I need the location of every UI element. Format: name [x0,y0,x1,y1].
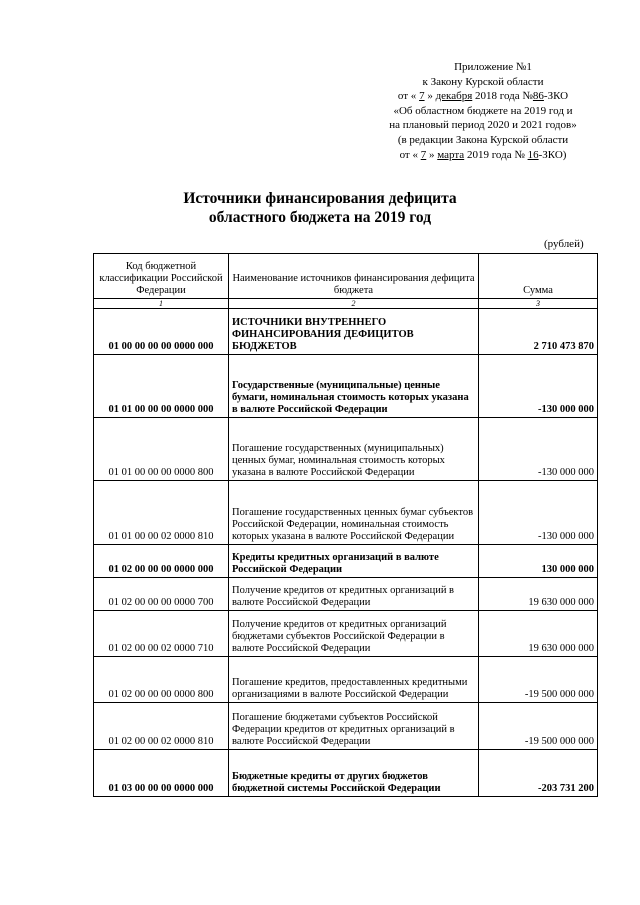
row-name: ИСТОЧНИКИ ВНУТРЕННЕГО ФИНАНСИРОВАНИЯ ДЕФИЦИТОВ БЮДЖЕТОВ [229,309,479,355]
row-code: 01 02 00 00 00 0000 800 [94,657,229,703]
row-name: Погашение кредитов, предоставленных кредитными организациями в валюте Российской Федерации [229,657,479,703]
table-row [94,418,598,481]
row-code: 01 03 00 00 00 0000 000 [94,750,229,797]
unit-label: (рублей) [544,238,584,250]
row-amount: -130 000 000 [479,418,598,481]
row-amount: -19 500 000 000 [479,657,598,703]
column-number-3: 3 [479,299,598,309]
revision-day: 7 [420,148,427,161]
row-code: 01 02 00 00 00 0000 700 [94,578,229,611]
appendix-header [338,60,628,162]
financing-sources-table [93,253,598,797]
row-name: Бюджетные кредиты от других бюджетов бюджетной системы Российской Федерации [229,750,479,797]
table-row [94,657,598,703]
table-row [94,355,598,418]
table-row [94,611,598,657]
revision-number: 16 [527,148,539,161]
row-code: 01 00 00 00 00 0000 000 [94,309,229,355]
law-title-line1: «Об областном бюджете на 2019 год и [393,104,573,117]
law-day: 7 [419,90,425,103]
header-amount: Сумма [479,254,598,299]
row-name: Государственные (муниципальные) ценные бумаги, номинальная стоимость которых указана в валюте Российской Федерации [229,355,479,418]
row-amount: 19 630 000 000 [479,611,598,657]
table-row [94,309,598,355]
column-number-1: 1 [94,299,229,309]
law-date-line: от « 7 » декабря 2018 года №86-ЗКО [397,90,569,103]
revision-date-line: от « 7 » марта 2019 года № 16-ЗКО) [399,148,567,161]
header-name: Наименование источников финансирования дефицита бюджета [229,254,479,299]
row-name: Получение кредитов от кредитных организаций бюджетами субъектов Российской Федерации в валюте Российской Федерации [229,611,479,657]
row-name: Погашение государственных (муниципальных) ценных бумаг, номинальная стоимость которых указана в валюте Российской Федерации [229,418,479,481]
row-code: 01 01 00 00 00 0000 000 [94,355,229,418]
table-row [94,545,598,578]
table-row [94,481,598,545]
row-name: Получение кредитов от кредитных организаций в валюте Российской Федерации [229,578,479,611]
document-title: Источники финансирования дефицита областного бюджета на 2019 год [183,190,457,226]
row-code: 01 02 00 00 02 0000 710 [94,611,229,657]
row-amount: -130 000 000 [479,355,598,418]
law-reference: к Закону Курской области [422,75,544,88]
row-code: 01 01 00 00 02 0000 810 [94,481,229,545]
table-header-row [94,254,598,299]
row-amount: -203 731 200 [479,750,598,797]
row-name: Погашение бюджетами субъектов Российской Федерации кредитов от кредитных организаций в валюте Российской Федерации [229,703,479,750]
row-amount: 130 000 000 [479,545,598,578]
row-amount: -130 000 000 [479,481,598,545]
table-row [94,703,598,750]
table-row [94,578,598,611]
law-month: декабря [435,90,473,103]
row-amount: 2 710 473 870 [479,309,598,355]
revision-month: марта [437,148,465,161]
row-name: Погашение государственных ценных бумаг субъектов Российской Федерации, номинальная стоимость которых указана в валюте Российской Федерации [229,481,479,545]
row-code: 01 02 00 00 00 0000 000 [94,545,229,578]
appendix-number: Приложение №1 [454,61,532,73]
column-number-2: 2 [229,299,479,309]
header-code: Код бюджетной классификации Российской Федерации [94,254,229,299]
law-title-line2: на плановый период 2020 и 2021 годов» [389,119,577,132]
table-row [94,750,598,797]
row-amount: 19 630 000 000 [479,578,598,611]
row-amount: -19 500 000 000 [479,703,598,750]
column-number-row [94,299,598,309]
row-code: 01 01 00 00 00 0000 800 [94,418,229,481]
revision-note: (в редакции Закона Курской области [397,133,569,146]
row-code: 01 02 00 00 02 0000 810 [94,703,229,750]
row-name: Кредиты кредитных организаций в валюте Российской Федерации [229,545,479,578]
law-number: 86 [532,90,544,103]
